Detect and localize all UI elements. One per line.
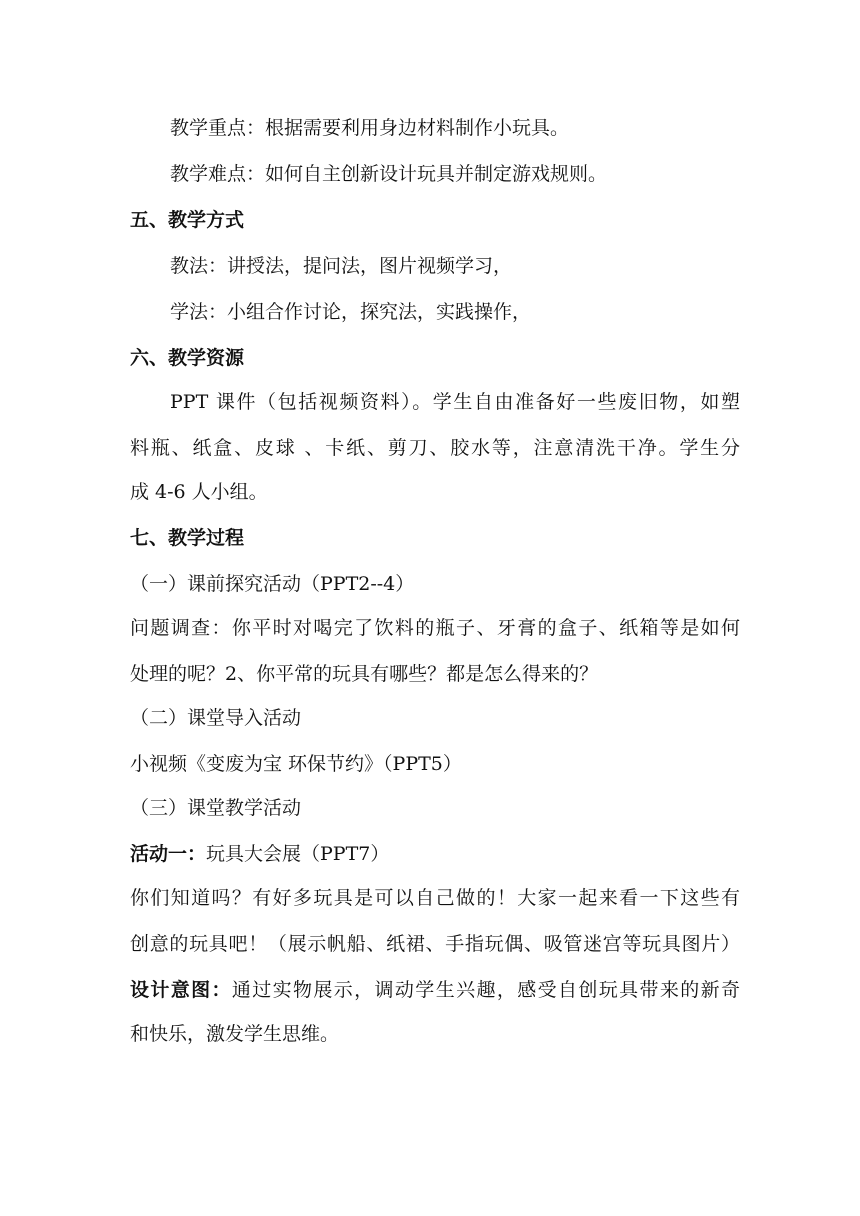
survey-line-1: 问题调查：你平时对喝完了饮料的瓶子、牙膏的盒子、纸箱等是如何 — [130, 617, 740, 639]
teaching-method-line: 教法：讲授法，提问法，图片视频学习， — [170, 255, 513, 277]
survey-line-2: 处理的呢？2、你平常的玩具有哪些？都是怎么得来的？ — [130, 663, 599, 685]
difficulty-line: 教学难点：如何自主创新设计玩具并制定游戏规则。 — [170, 163, 608, 185]
activity-one-line — [130, 842, 740, 866]
design-intent-label: 设计意图： — [130, 979, 232, 1001]
design-intent-line-1 — [130, 978, 740, 1002]
resources-line-2: 料瓶、纸盒、皮球 、卡纸、剪刀、胶水等，注意清洗干净。学生分 — [130, 437, 740, 459]
learning-method-line: 学法：小组合作讨论，探究法，实践操作， — [170, 301, 532, 323]
key-point-line: 教学重点：根据需要利用身边材料制作小玩具。 — [170, 117, 570, 139]
video-line: 小视频《变废为宝 环保节约》（PPT5） — [130, 753, 462, 775]
subsection-classroom: （三）课堂教学活动 — [130, 797, 302, 819]
design-intent-text: 通过实物展示，调动学生兴趣，感受自创玩具带来的新奇 — [231, 979, 740, 1001]
subsection-pre-class: （一）课前探究活动（PPT2--4） — [130, 573, 415, 595]
activity-text-line-2: 创意的玩具吧！（展示帆船、纸裙、手指玩偶、吸管迷宫等玩具图片） — [130, 933, 740, 955]
resources-line-3: 成 4-6 人小组。 — [130, 481, 268, 503]
design-intent-line-2: 和快乐，激发学生思维。 — [130, 1023, 340, 1045]
section-heading-teaching-method: 五、教学方式 — [130, 209, 245, 231]
resources-line-1: PPT 课件（包括视频资料）。学生自由准备好一些废旧物，如塑 — [170, 391, 740, 413]
subsection-intro: （二）课堂导入活动 — [130, 707, 302, 729]
activity-one-title: 玩具大会展（PPT7） — [206, 843, 390, 865]
activity-one-label: 活动一： — [130, 843, 207, 865]
section-heading-resources: 六、教学资源 — [130, 347, 245, 369]
section-heading-process: 七、教学过程 — [130, 527, 245, 549]
activity-text-line-1: 你们知道吗？有好多玩具是可以自己做的！大家一起来看一下这些有 — [130, 887, 740, 909]
